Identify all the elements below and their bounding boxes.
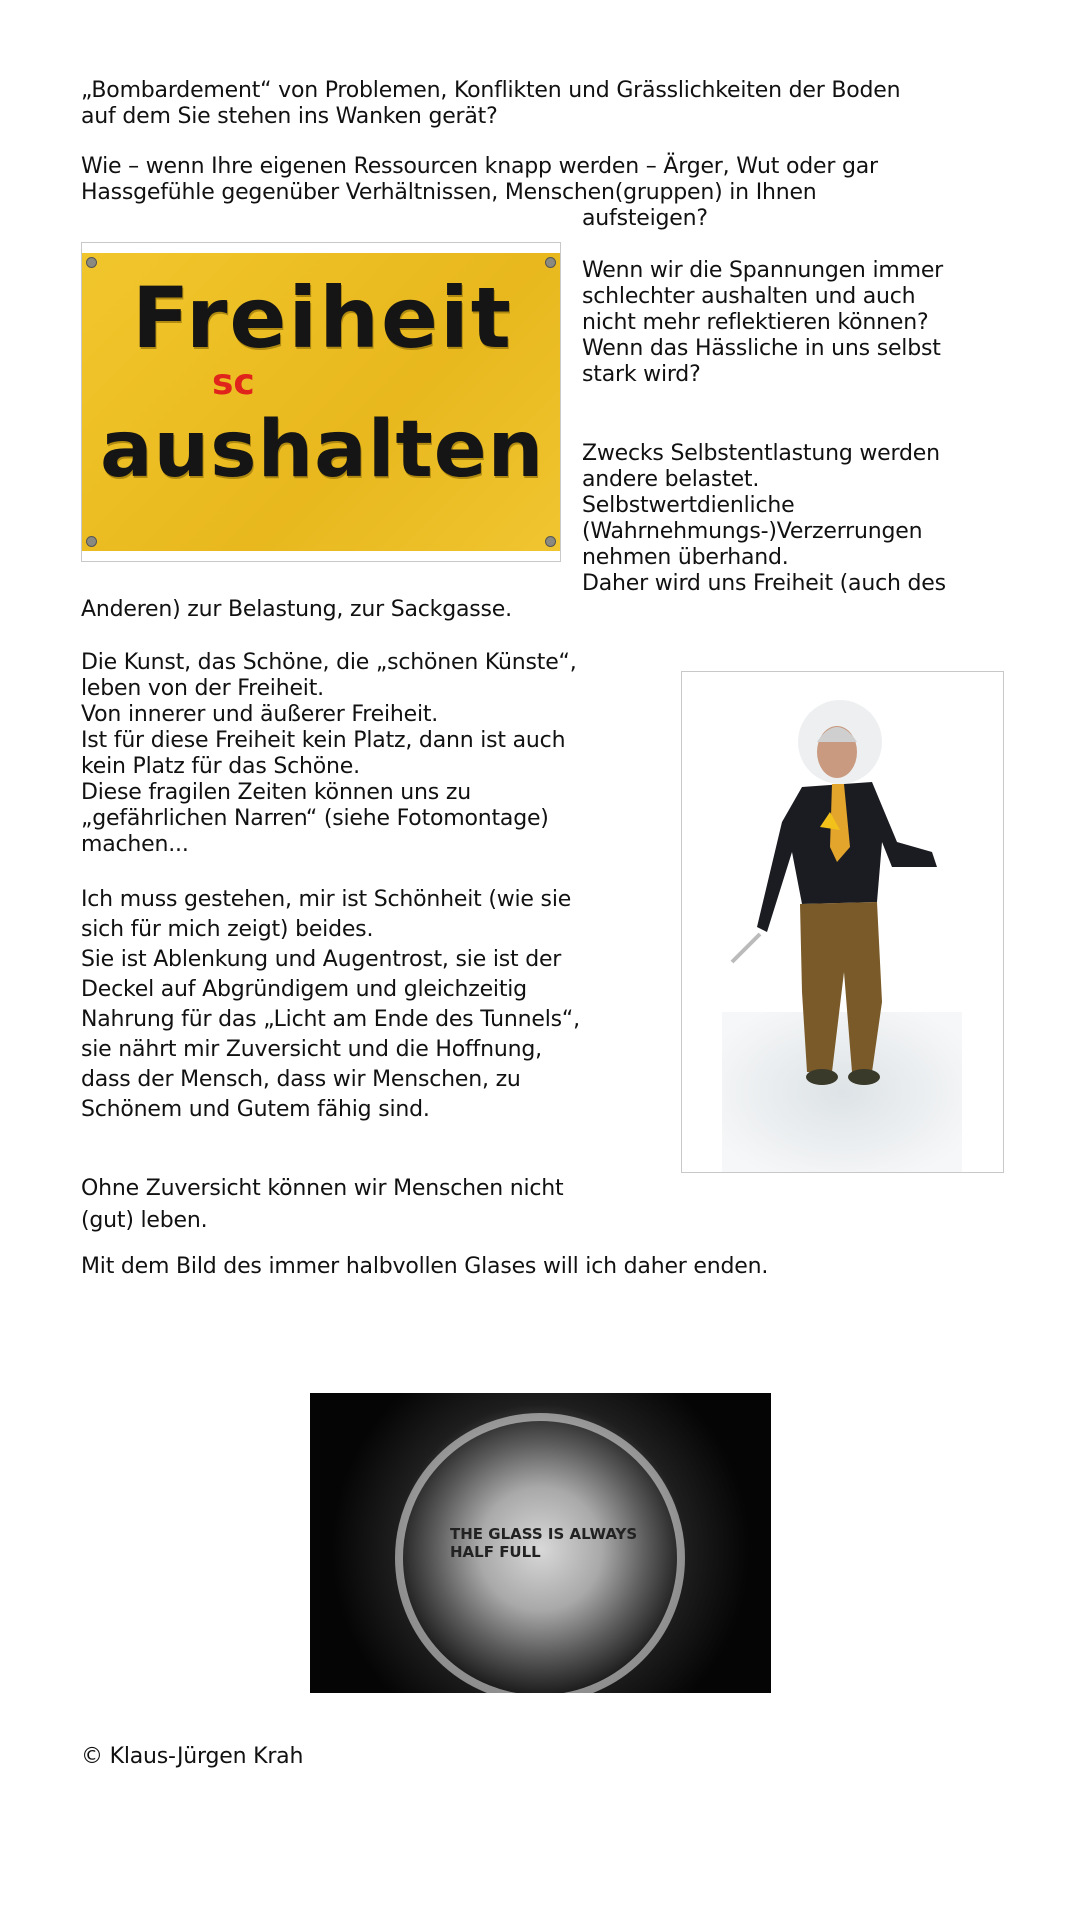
- text-line: Hassgefühle gegenüber Verhältnissen, Menschen(gruppen) in Ihnen: [81, 180, 817, 205]
- screw-icon: [545, 536, 556, 547]
- text-line: sich für mich zeigt) beides.: [81, 917, 374, 942]
- screw-icon: [545, 257, 556, 268]
- text-line: Ich muss gestehen, mir ist Schönheit (wie sie: [81, 887, 572, 912]
- text-line: Selbstwertdienliche: [582, 493, 795, 518]
- sign-word-aushalten: aushalten: [100, 405, 545, 495]
- closing-paragraph: Mit dem Bild des immer halbvollen Glases will ich daher enden.: [81, 1254, 769, 1279]
- text-line: Ohne Zuversicht können wir Menschen nicht: [81, 1176, 564, 1201]
- text-line: nicht mehr reflektieren können?: [582, 310, 929, 335]
- question-paragraph: [81, 154, 878, 206]
- tension-paragraph: [582, 258, 943, 388]
- glass-inscription: THE GLASS IS ALWAYS HALF FULL: [450, 1525, 638, 1561]
- text-line: stark wird?: [582, 362, 701, 387]
- text-line: kein Platz für das Schöne.: [81, 754, 360, 779]
- text-line: machen...: [81, 832, 189, 857]
- question-end: aufsteigen?: [582, 206, 708, 231]
- text-line: Von innerer und äußerer Freiheit.: [81, 702, 439, 727]
- half-full-glass-image: [310, 1393, 771, 1693]
- text-line: (Wahrnehmungs-)Verzerrungen: [582, 519, 923, 544]
- text-line: schlechter aushalten und auch: [582, 284, 916, 309]
- confidence-paragraph: [81, 1173, 563, 1237]
- text-line: Deckel auf Abgründigem und gleichzeitig: [81, 977, 527, 1002]
- screw-icon: [86, 536, 97, 547]
- photomontage-fool-image: [681, 671, 1004, 1173]
- text-line: sie nährt mir Zuversicht und die Hoffnung,: [81, 1037, 542, 1062]
- text-line: nehmen überhand.: [582, 545, 789, 570]
- sign-insert-sc: sc: [212, 362, 255, 403]
- screw-icon: [86, 257, 97, 268]
- text-line: Die Kunst, das Schöne, die „schönen Künste“,: [81, 650, 577, 675]
- text-line: auf dem Sie stehen ins Wanken gerät?: [81, 104, 498, 129]
- text-line: (gut) leben.: [81, 1208, 208, 1233]
- text-line: Daher wird uns Freiheit (auch des: [582, 571, 946, 596]
- text-line: Wenn das Hässliche in uns selbst: [582, 336, 941, 361]
- text-line: Schönem und Gutem fähig sind.: [81, 1097, 430, 1122]
- text-line: Zwecks Selbstentlastung werden: [582, 441, 940, 466]
- text-line: Sie ist Ablenkung und Augentrost, sie ist der: [81, 947, 562, 972]
- beauty-paragraph: [81, 885, 580, 1125]
- text-line: „gefährlichen Narren“ (siehe Fotomontage): [81, 806, 549, 831]
- text-line: Wie – wenn Ihre eigenen Ressourcen knapp werden – Ärger, Wut oder gar: [81, 154, 878, 179]
- text-line: „Bombardement“ von Problemen, Konflikten und Grässlichkeiten der Boden: [81, 78, 901, 103]
- relief-paragraph: [582, 441, 946, 597]
- copyright: © Klaus-Jürgen Krah: [81, 1744, 304, 1769]
- freiheit-sign-image: [81, 242, 561, 562]
- sign-word-freiheit: Freiheit: [132, 269, 513, 367]
- text-line: Wenn wir die Spannungen immer: [582, 258, 944, 283]
- text-line: Ist für diese Freiheit kein Platz, dann ist auch: [81, 728, 566, 753]
- text-line: andere belastet.: [582, 467, 760, 492]
- text-line: Diese fragilen Zeiten können uns zu: [81, 780, 471, 805]
- text-line: leben von der Freiheit.: [81, 676, 324, 701]
- text-line: dass der Mensch, dass wir Menschen, zu: [81, 1067, 521, 1092]
- intro-paragraph: [81, 78, 900, 130]
- relief-end: Anderen) zur Belastung, zur Sackgasse.: [81, 597, 512, 622]
- text-line: Nahrung für das „Licht am Ende des Tunnels“,: [81, 1007, 580, 1032]
- art-paragraph: [81, 650, 577, 858]
